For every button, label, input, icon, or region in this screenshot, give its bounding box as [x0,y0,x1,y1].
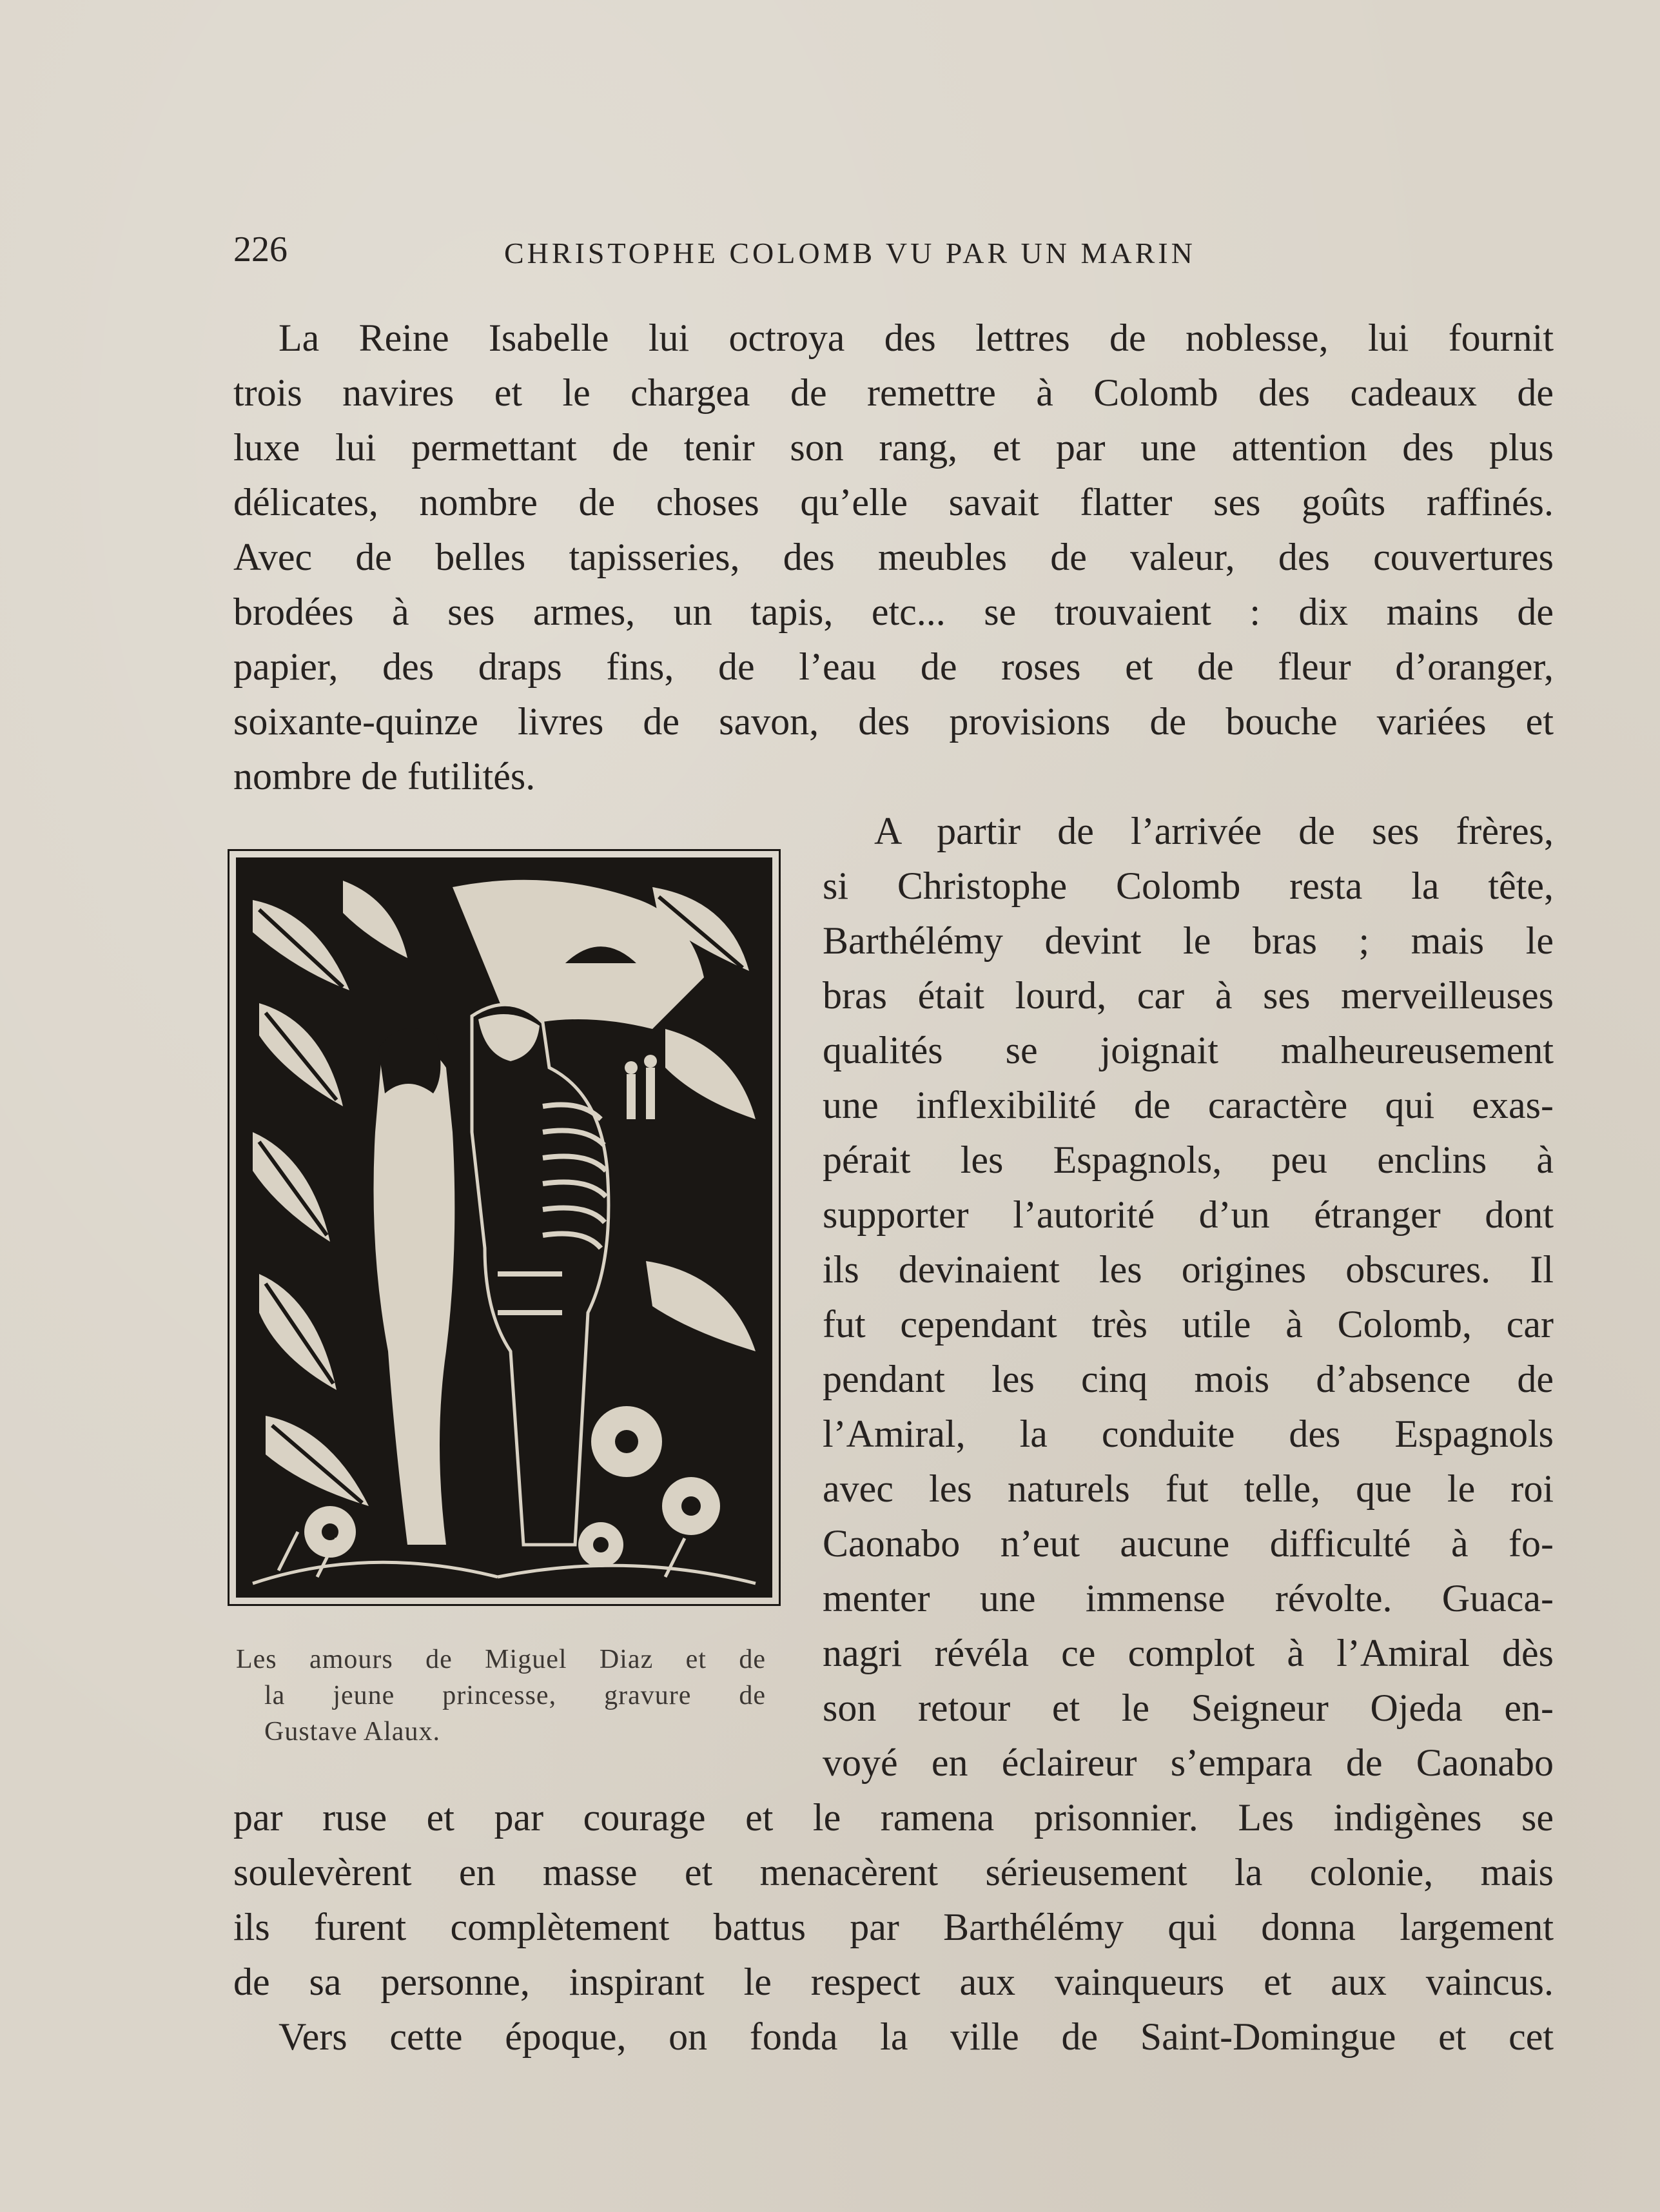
text-line: Caonabo n’eut aucune difficulté à fo- [823,1522,1554,1565]
text-line: délicates, nombre de choses qu’elle savait flatter ses goûts raffinés. [233,481,1554,524]
text-line: pendant les cinq mois d’absence de [823,1358,1554,1400]
text-line: une inflexibilité de caractère qui exas- [823,1084,1554,1126]
figure-caption-line: Gustave Alaux. [264,1717,440,1747]
text-line: La Reine Isabelle lui octroya des lettres de noblesse, lui fournit [278,317,1554,359]
text-line: ils furent complètement battus par Barthélémy qui donna largement [233,1906,1554,1948]
text-line: par ruse et par courage et le ramena prisonnier. Les indigènes se [233,1796,1554,1839]
text-line: soixante-quinze livres de savon, des provisions de bouche variées et [233,700,1554,743]
figure-caption-line: la jeune princesse, gravure de [264,1681,766,1710]
text-line: trois navires et le chargea de remettre à Colomb des cadeaux de [233,371,1554,414]
text-line: Vers cette époque, on fonda la ville de Saint-Domingue et cet [278,2015,1554,2058]
text-line: de sa personne, inspirant le respect aux vainqueurs et aux vaincus. [233,1961,1554,2003]
text-line: ils devinaient les origines obscures. Il [823,1248,1554,1291]
text-line: qualités se joignait malheureusement [823,1029,1554,1072]
text-line: soulevèrent en masse et menacèrent sérieusement la colonie, mais [233,1851,1554,1894]
text-line: avec les naturels fut telle, que le roi [823,1467,1554,1510]
text-line: papier, des draps fins, de l’eau de roses et de fleur d’oranger, [233,645,1554,688]
engraving-image [240,861,768,1594]
text-line: fut cependant très utile à Colomb, car [823,1303,1554,1346]
text-line: A partir de l’arrivée de ses frères, [874,810,1554,852]
text-line: l’Amiral, la conduite des Espagnols [823,1413,1554,1455]
text-line: nombre de futilités. [233,755,536,798]
text-line: voyé en éclaireur s’empara de Caonabo [823,1741,1554,1784]
figure-caption-line: Les amours de Miguel Diaz et de [236,1645,766,1674]
text-line: menter une immense révolte. Guaca- [823,1577,1554,1620]
text-line: pérait les Espagnols, peu enclins à [823,1139,1554,1181]
running-title: CHRISTOPHE COLOMB VU PAR UN MARIN [504,237,1196,269]
text-line: luxe lui permettant de tenir son rang, et par une attention des plus [233,426,1554,469]
text-line: brodées à ses armes, un tapis, etc... se trouvaient : dix mains de [233,591,1554,633]
woodcut-engraving [236,857,772,1598]
text-line: supporter l’autorité d’un étranger dont [823,1193,1554,1236]
text-line: son retour et le Seigneur Ojeda en- [823,1687,1554,1729]
text-line: nagri révéla ce complot à l’Amiral dès [823,1632,1554,1674]
page-header [233,227,1297,272]
page-number: 226 [233,230,288,269]
text-line: Avec de belles tapisseries, des meubles de valeur, des couvertures [233,536,1554,578]
text-line: bras était lourd, car à ses merveilleuses [823,974,1554,1017]
text-line: si Christophe Colomb resta la tête, [823,865,1554,907]
text-line: Barthélémy devint le bras ; mais le [823,919,1554,962]
